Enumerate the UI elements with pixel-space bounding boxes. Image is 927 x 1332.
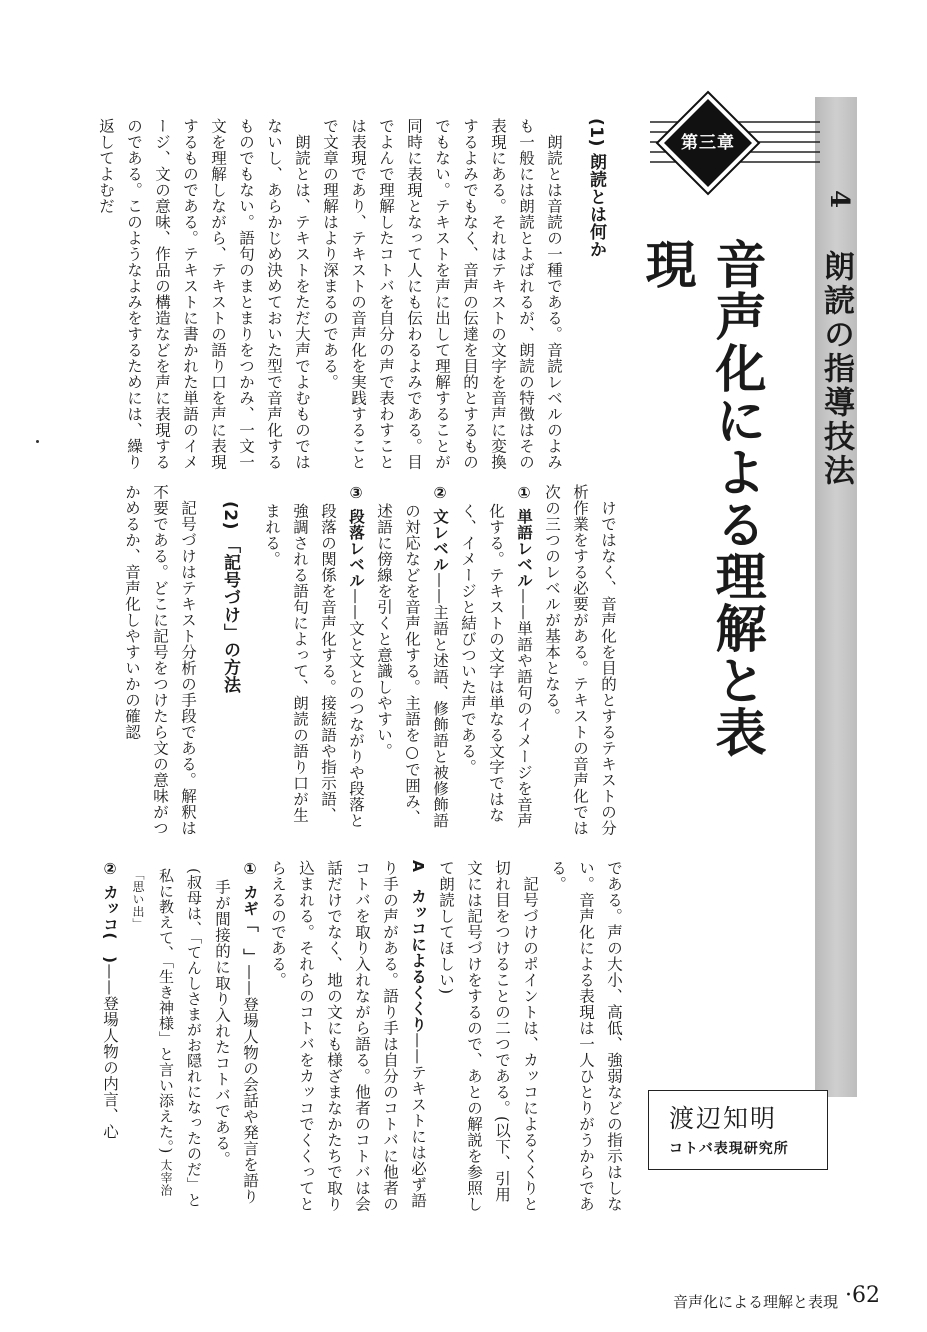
page-title: 音声化による理解と表現: [636, 238, 765, 758]
series-title: 朗読の指導技法: [818, 250, 854, 488]
page-number: ·62: [845, 1283, 880, 1308]
upper-text-block: [90, 118, 610, 470]
quotation: [124, 860, 208, 1212]
section-heading-1: (1) 朗読とは何か: [586, 118, 606, 259]
subsection-head: A カッコによるくくり: [409, 860, 427, 1033]
author-box: [648, 1090, 828, 1170]
paragraph: 記号づけはテキスト分析の手段である。解釈は不要である。どこに記号をつけたら文の意味がつかめるか、音声化しやすいかの確認: [123, 484, 197, 836]
chapter-label: 第三章: [681, 133, 735, 153]
list-item-head: ① 単語レベル: [515, 484, 533, 589]
paragraph: 記号づけのポイントは、カッコによるくくりと切れ目をつけることの二つである。(以下、引用文には記号づけをするので、あとの解説を参照して朗読してほしい): [437, 860, 539, 1212]
section-heading-2: (2) 「記号づけ」の方法: [220, 501, 240, 694]
list-item-body: ——登場人物の会話や発言を語り手が間接的に取り入れたコトバである。: [213, 878, 259, 1205]
paragraph: である。声の大小、高低、強弱などの指示はしない。音声化による表現は一人ひとりがうからである。: [549, 860, 623, 1212]
list-item: [96, 860, 124, 1212]
list-item-body: ——登場人物の内言、心: [101, 963, 119, 1140]
list-item-body: ——文と文とのつながりや段落と段落の関係を音声化する。接続語や指示語、強調される語句によって、朗読の語り口が生まれる。: [263, 502, 365, 829]
list-item-head: ② 文レベル: [431, 484, 449, 573]
subsection-body: ——テキストには必ず語り手の声がある。語り手は自分のコトバに他者のコトバを取り入れながら語る。他者のコトバは会話だけでなく、地の文にも様ざまなかたちで取り込まれる。それらのコトバをカッコでくくってとらえるのである。: [269, 860, 427, 1212]
list-item-head: ① カギ「 」: [241, 860, 259, 965]
author-affiliation: コトバ表現研究所: [669, 1141, 789, 1157]
lower-text-block: [88, 860, 628, 1212]
subsection: [264, 860, 432, 1212]
middle-text-block: [100, 484, 622, 836]
list-item-body: ——主語と述語、修飾語と被修飾語の対応などを音声化する。主語を○で囲み、述語に傍線を引くと意識しやすい。: [375, 502, 449, 829]
author-name: 渡辺知明: [669, 1104, 778, 1133]
list-item-head: ③ 段落レベル: [347, 484, 365, 589]
list-item: [454, 484, 538, 836]
quotation-source: 太宰治「思い出」: [131, 867, 173, 1197]
paragraph: 朗読とは、テキストをただ大声でよむものではないし、あらかじめ決めておいた型で音声化するものでもない。語句のまとまりをつかみ、一文一文を理解しながら、テキストの語り口を声に表現するものである。テキストに書かれた単語のイメージ、文の意味、作品の構造などを声に表現するのである。このようなよみをするためには、繰り返してよむだ: [97, 118, 311, 470]
paragraph: けではなく、音声化を目的とするテキストの分析作業をする必要がある。テキストの音声化では次の三つのレベルが基本となる。: [543, 484, 617, 836]
list-item-head: ② カッコ( ): [101, 860, 119, 964]
series-number: 4: [824, 190, 854, 209]
footer-title: 音声化による理解と表現: [673, 1293, 839, 1311]
list-item: [258, 484, 370, 836]
scan-speck: [36, 440, 39, 443]
header-band: [815, 97, 857, 1097]
list-item: [370, 484, 454, 836]
list-item: [208, 860, 264, 1212]
paragraph: 朗読とは音読の一種である。音読レベルのよみも一般には朗読とよばれるが、朗読の特徴はその表現にある。それはテキストの文字を音声に変換するよみでもなく、音声の伝達を目的とするものでもない。テキストを声に出して理解することが同時に表現となって人にも伝わるよみである。目でよんで理解したコトバを自分の声で表わすことは表現であり、テキストの音声化を実践することで文章の理解はより深まるのである。: [321, 118, 563, 470]
list-item-body: ——単語や語句のイメージを音声化する。テキストの文字は単なる文字ではなく、イメージと結びついた声である。: [459, 502, 533, 829]
quotation-text: (叔母は、「てんしさまがお隠れになったのだ」と私に教えて、「生き神様」と言い添えた。): [157, 867, 203, 1208]
